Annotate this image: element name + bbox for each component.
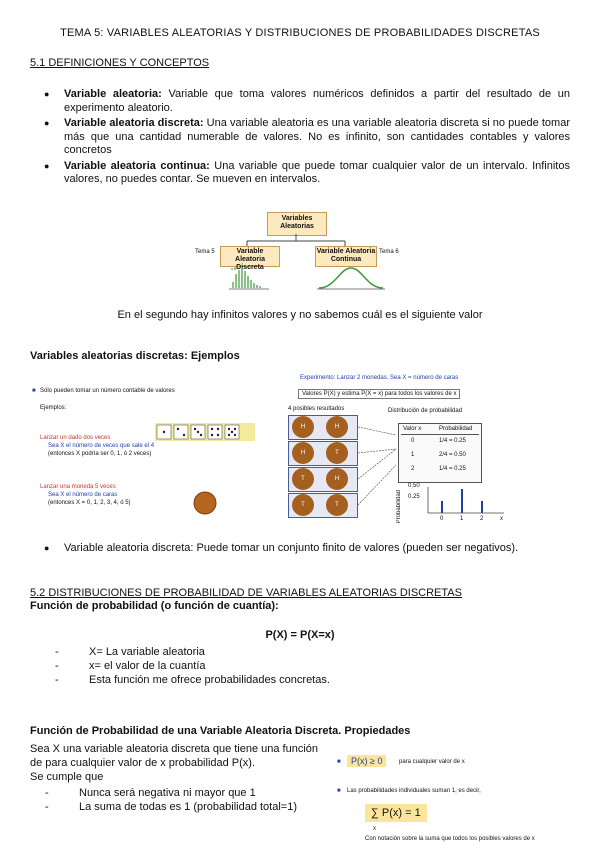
slide-bullet-icon: ■ [337,759,341,765]
sum-text: Las probabilidades individuales suman 1, es decir, [347,788,481,794]
sum-subscript: x [373,826,376,832]
chart-tick-label: 0.50 [408,483,420,489]
section-heading-5-1: 5.1 DEFINICIONES Y CONCEPTOS [30,57,210,69]
properties-line2: de para cualquier valor de x probabilidad P(x). [30,757,256,769]
properties-dashes [45,786,325,814]
distribution-curves-icon [225,264,395,290]
definition-dashes [55,645,515,687]
list-item: - X= La variable aleatoria [55,645,515,659]
coin-icon: T [326,442,348,464]
coin-icon [190,490,220,516]
example-2-line1: Sea X el número de caras [48,492,118,498]
after-examples-list [30,542,570,558]
properties-line1: Sea X una variable aleatoria discreta que tiene una función [30,743,319,755]
slide-bullet-icon: ■ [337,788,341,794]
table-header: Probabilidad [439,426,473,432]
subheading-probability-function: Función de probabilidad (o función de cuantía): [30,600,279,612]
examples-heading: Variables aleatorias discretas: Ejemplos [30,350,240,362]
coin-icon: H [326,416,348,438]
variables-diagram [195,208,410,270]
slide-intro: Sólo pueden tomar un número contable de valores [40,388,175,394]
list-item: ● Variable aleatoria discreta: Una variable aleatoria es una variable aleatoria discreta si no puede tomar más que una cantidad numerable de valores. No es infinito, son cantidades contables y valores concretos [30,117,570,158]
chart-x-label: x [500,516,503,522]
coin-icon: T [292,494,314,516]
coin-icon: T [292,468,314,490]
example-1-title: Lanzar un dado dos veces [40,435,111,441]
diagram-continuous-box: Variable Aleatoria Continua [315,246,377,267]
properties-heading: Función de Probabilidad de una Variable Aleatoria Discreta. Propiedades [30,725,411,737]
list-item: ● Variable aleatoria: Variable que toma valores numéricos definidos a partir del resultado de un experimento aleatorio. [30,88,570,115]
table-header: Valor x [403,426,422,432]
slide-examples-label: Ejemplos: [40,405,67,411]
table-cell: 1 [411,452,415,458]
coin-icon: H [292,416,314,438]
list-item: - La suma de todas es 1 (probabilidad total=1) [45,800,325,814]
properties-line3: Se cumple que [30,771,104,783]
formula-sum: ∑ P(x) = 1 [365,804,427,822]
chart-y-label: Probabilidad [396,490,402,524]
example-2-title: Lanzar una moneda 5 veces [40,484,116,490]
list-item: ● Variable aleatoria discreta: Puede tomar un conjunto finito de valores (pueden ser negativos). [30,542,570,556]
table-cell: 1/4 = 0.25 [439,438,466,444]
section-heading-5-2: 5.2 DISTRIBUCIONES DE PROBABILIDAD DE VARIABLES ALEATORIAS DISCRETAS [30,587,462,599]
list-item: ● Variable aleatoria continua: Una variable que puede tomar cualquier valor de un intervalo. Infinitos valores, no puedes contar. Se mueven en intervalos. [30,160,570,187]
examples-slide-right [288,373,573,525]
coin-grid [288,415,358,519]
sum-footnote: Con notación sobre la suma que todos los posibles valores de x [365,836,535,842]
connector-lines [358,415,398,519]
distribution-title: Distribución de probabilidad [388,408,463,414]
list-item: - Nunca será negativa ni mayor que 1 [45,786,325,800]
example-1-line2: (entonces X podría ser 0, 1, ó 2 veces) [48,451,152,457]
examples-slide-left [30,380,280,520]
example-1-line1: Sea X el número de veces que sale el 4 [48,443,155,449]
chart-x-tick: 1 [460,516,464,522]
formula-nonnegative: P(x) ≥ 0 [347,755,386,767]
chart-x-tick: 0 [440,516,444,522]
chart-x-tick: 2 [480,516,484,522]
formula-px: P(X) = P(X=x) [265,629,335,641]
diagram-left-tag: Tema 5 [195,249,215,255]
possible-results-label: 4 posibles resultados [288,406,345,412]
list-item: - Esta función me ofrece probabilidades concretas. [55,673,515,687]
diagram-root-box: Variables Aleatorias [267,212,327,236]
probability-table [398,423,482,483]
coin-icon: T [326,494,348,516]
experiment-text: Experimento: Lanzar 2 monedas. Sea X = número de caras [300,375,459,381]
definitions-list [30,88,570,189]
coin-icon: H [292,442,314,464]
properties-slide [335,752,575,848]
nonnegative-text: para cualquier valor de x [399,759,465,765]
probability-chart [398,485,508,525]
page-title: TEMA 5: VARIABLES ALEATORIAS Y DISTRIBUCIONES DE PROBABILIDADES DISCRETAS [60,27,540,39]
diagram-discrete-box: Variable Aleatoria Discreta [220,246,280,267]
dice-strip [155,423,255,441]
diagram-caption: En el segundo hay infinitos valores y no sabemos cuál es el siguiente valor [117,309,483,321]
table-cell: 1/4 = 0.25 [439,466,466,472]
coin-icon: H [326,468,348,490]
values-note: Valores P(X) y estima P(X = x) para todos los valores de x [298,389,460,399]
dice-icon [155,423,255,441]
table-cell: 2/4 = 0.50 [439,452,466,458]
diagram-right-tag: Tema 6 [379,249,399,255]
example-2-line2: (entonces X = 0, 1, 2, 3, 4, ó 5) [48,500,131,506]
slide-bullet-icon: ■ [32,388,36,394]
chart-tick-label: 0.25 [408,494,420,500]
table-cell: 2 [411,466,415,472]
list-item: - x= el valor de la cuantía [55,659,515,673]
table-cell: 0 [411,438,415,444]
